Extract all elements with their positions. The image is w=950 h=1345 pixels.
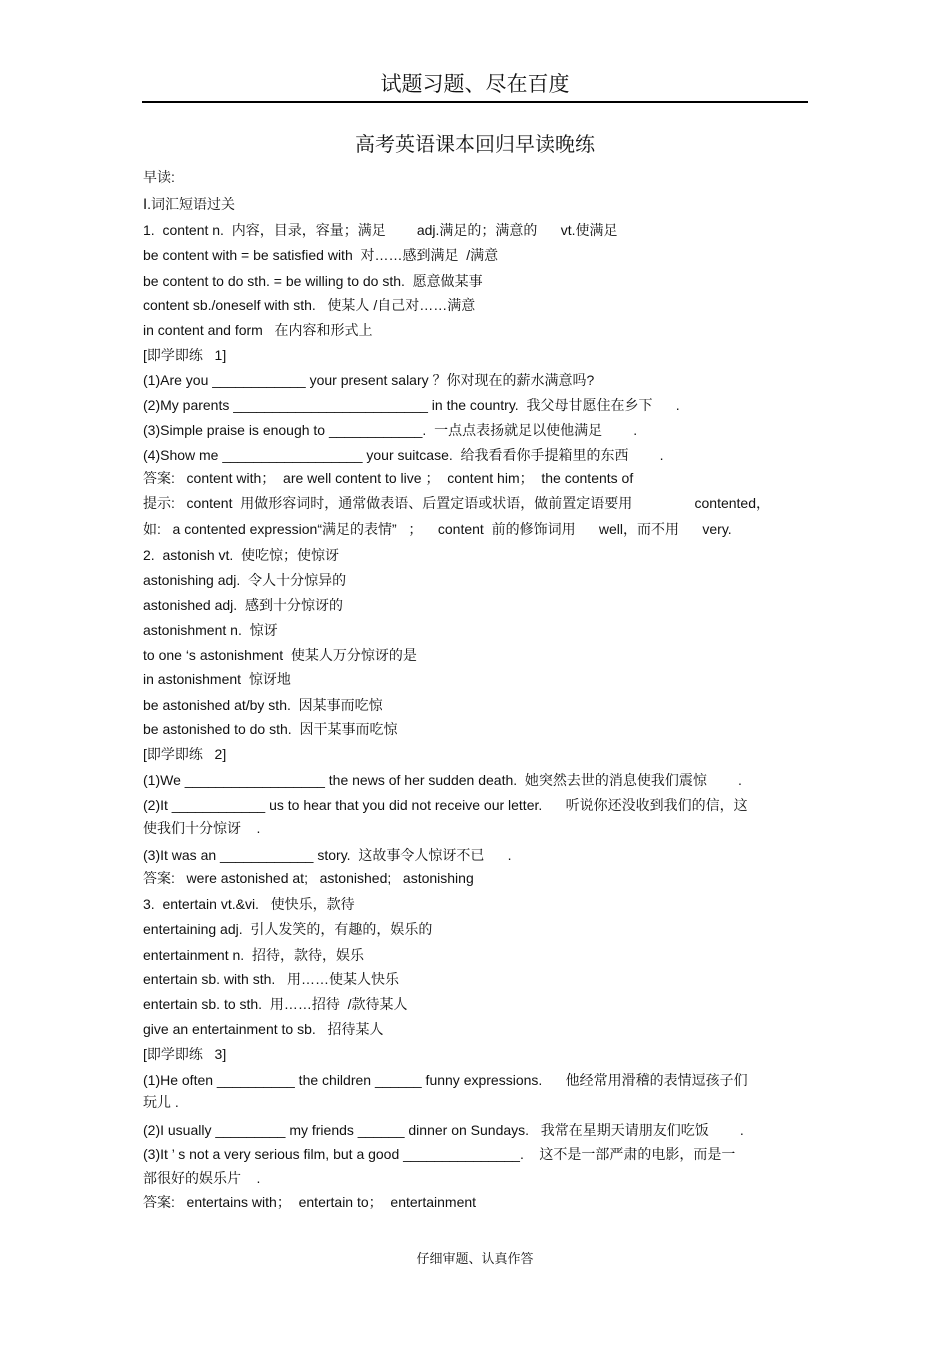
text-line: 部很好的娱乐片 .: [143, 1170, 261, 1186]
text-line: astonished adj. 感到十分惊讶的: [143, 597, 343, 613]
text-line: [即学即练 1]: [143, 347, 227, 363]
text-line: in astonishment 惊讶地: [143, 671, 291, 687]
text-line: content sb./oneself with sth. 使某人 /自己对……满意: [143, 297, 476, 313]
text-line: 答案: content with； are well content to live ； content him； the contents of: [143, 470, 634, 486]
text-line: 早读:: [143, 169, 175, 185]
text-line: 提示: content 用做形容词时，通常做表语、后置定语或状语，做前置定语要用 contented，: [143, 495, 770, 511]
text-line: 玩儿 .: [143, 1094, 179, 1110]
text-line: 如: a contented expression“满足的表情” ； content 前的修饰词用 well，而不用 very.: [143, 521, 732, 537]
text-line: (3)It was an ____________ story. 这故事令人惊讶不已 .: [143, 847, 512, 863]
text-line: be content with = be satisfied with 对……感到满足 /满意: [143, 247, 499, 263]
text-line: entertain sb. with sth. 用……使某人快乐: [143, 971, 399, 987]
page-header: 试题习题、尽在百度: [380, 72, 570, 96]
text-line: entertaining adj. 引人发笑的，有趣的，娱乐的: [143, 921, 433, 937]
text-line: 1. content n. 内容，目录，容量；满足 adj.满足的；满意的 vt.使满足: [143, 222, 618, 238]
text-line: [即学即练 2]: [143, 746, 227, 762]
text-line: astonishing adj. 令人十分惊异的: [143, 572, 347, 588]
text-line: astonishment n. 惊讶: [143, 622, 278, 638]
text-line: (2)My parents _________________________ in the country. 我父母甘愿住在乡下 .: [143, 397, 680, 413]
text-line: (4)Show me __________________ your suitcase. 给我看看你手提箱里的东西 .: [143, 447, 664, 463]
text-line: (3)Simple praise is enough to ____________. 一点点表扬就足以使他满足 .: [143, 422, 638, 438]
text-line: entertainment n. 招待，款待，娱乐: [143, 947, 364, 963]
text-line: (1)We __________________ the news of her sudden death. 她突然去世的消息使我们震惊 .: [143, 772, 742, 788]
text-line: (1)He often __________ the children ______ funny expressions. 他经常用滑稽的表情逗孩子们: [143, 1072, 748, 1088]
page-footer: 仔细审题、认真作答: [416, 1251, 534, 1266]
text-line: entertain sb. to sth. 用……招待 /款待某人: [143, 996, 408, 1012]
text-line: give an entertainment to sb. 招待某人: [143, 1021, 384, 1037]
text-line: 3. entertain vt.&vi. 使快乐，款待: [143, 896, 355, 912]
text-line: be astonished to do sth. 因干某事而吃惊: [143, 721, 398, 737]
text-line: 答案: were astonished at; astonished; astonishing: [143, 870, 474, 886]
text-line: [即学即练 3]: [143, 1046, 227, 1062]
text-line: to one ‘s astonishment 使某人万分惊讶的是: [143, 647, 417, 663]
text-line: be astonished at/by sth. 因某事而吃惊: [143, 697, 383, 713]
text-line: (2)I usually _________ my friends ______ dinner on Sundays. 我常在星期天请朋友们吃饭 .: [143, 1122, 744, 1138]
text-line: 使我们十分惊讶 .: [143, 820, 261, 836]
document-title: 高考英语课本回归早读晚练: [355, 132, 595, 156]
header-divider: [142, 101, 808, 103]
text-line: 2. astonish vt. 使吃惊；使惊讶: [143, 547, 340, 563]
text-line: (1)Are you ____________ your present salary ？你对现在的薪水满意吗?: [143, 372, 595, 388]
text-line: Ⅰ.词汇短语过关: [143, 196, 236, 212]
text-line: 答案: entertains with； entertain to； entertainment: [143, 1194, 477, 1210]
text-line: (3)It ’ s not a very serious film, but a good _______________. 这不是一部严肃的电影，而是一: [143, 1146, 736, 1162]
text-line: (2)It ____________ us to hear that you did not receive our letter. 听说你还没收到我们的信，这: [143, 797, 748, 813]
text-line: be content to do sth. = be willing to do sth. 愿意做某事: [143, 273, 483, 289]
text-line: in content and form 在内容和形式上: [143, 322, 373, 338]
